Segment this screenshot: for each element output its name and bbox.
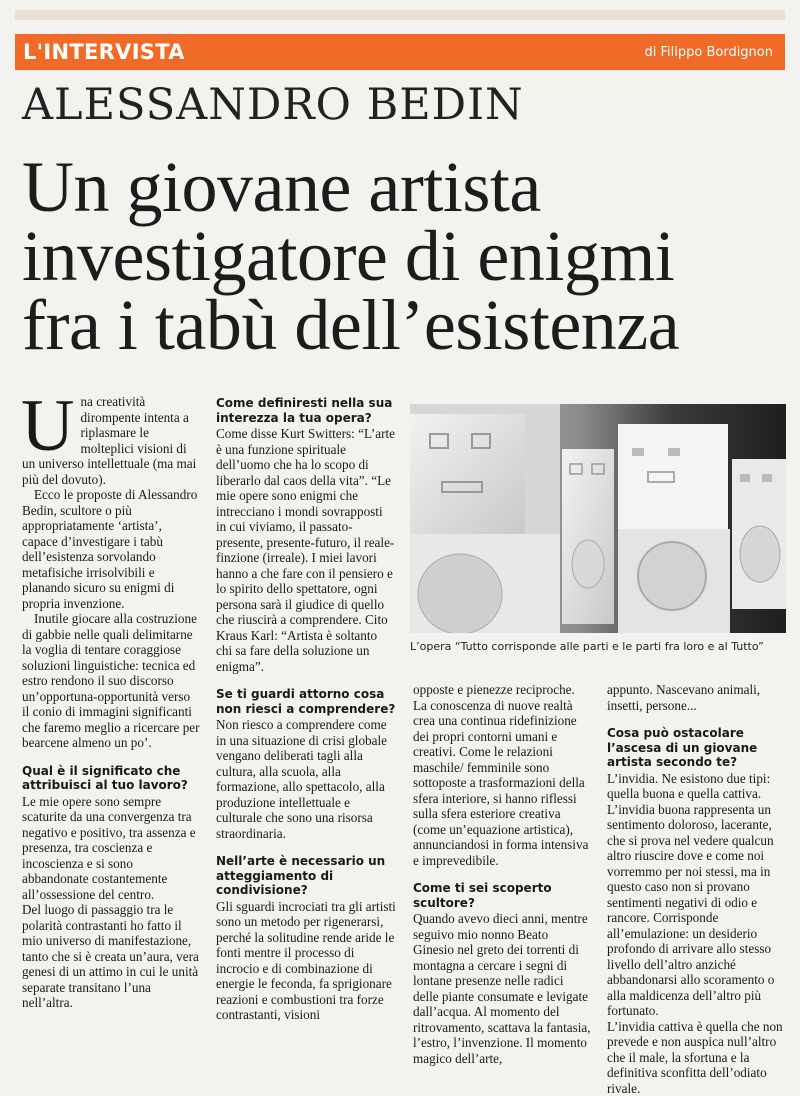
intro-paragraph: Una creatività dirompente intenta a riplasmare le molteplici visioni di un universo intellettuale (ma mai più del dovuto). xyxy=(22,394,200,487)
question-heading: Come ti sei scoperto scultore? xyxy=(413,881,591,910)
byline: di Filippo Bordignon xyxy=(645,45,774,60)
answer-paragraph: Le mie opere sono sempre scaturite da una convergenza tra negativo e positivo, tra assenza e presenza, tra coscienza e incoscienza e si sono abbandonate costantemente all’ossessione del centro. xyxy=(22,794,200,903)
question-heading: Qual è il significato che attribuisci al tuo lavoro? xyxy=(22,764,200,793)
question-heading: Nell’arte è necessario un atteggiamento di condivisione? xyxy=(216,854,396,898)
article-column-4 xyxy=(607,682,785,1096)
answer-paragraph: Quando avevo dieci anni, mentre seguivo mio nonno Beato Ginesio nel greto dei torrenti di montagna a cercare i segni di lontane presenze nelle radici delle piante consumate e levigate dall’acqua. Al momento del ritrovamento, scattava la fantasia, l’estro, l’invenzione. Il momento magico dell’arte, xyxy=(413,911,591,1066)
question-heading: Se ti guardi attorno cosa non riesci a comprendere? xyxy=(216,687,396,716)
headline-line: Un giovane artista xyxy=(22,153,792,222)
answer-paragraph: opposte e pienezze reciproche. La conoscenza di nuove realtà crea una continua ridefinizione dei propri contorni umani e creativi. Come le relazioni maschile/ femminile sono sottoposte a trasformazioni della sfera interiore, si hanno riflessi sulla sfera esteriore creativa (come un’equazione artistica), annunciandosi in forma intensiva e imprevedibile. xyxy=(413,682,591,868)
answer-paragraph: Come disse Kurt Switters: “L’arte è una funzione spirituale dell’uomo che ha lo scopo di liberarlo dal caos della vita”. “Le mie opere sono enigmi che intrecciano i mondi sovrapposti in cui viviamo, il passato-presente, presente-futuro, il reale-finzione (irreale). I miei lavori hanno a che fare con il pensiero e lo spirito dello spettatore, ogni persona sarà il giudice di quello che riuscirà a comprendere. Cito Kraus Karl: “Artista è soltanto chi sa fare della soluzione un enigma”. xyxy=(216,426,396,674)
section-banner xyxy=(15,34,785,70)
sculpture-photo xyxy=(410,404,786,633)
answer-paragraph: Del luogo di passaggio tra le polarità contrastanti ho fatto il mio universo di manifestazione, tanto che si è creata un’aura, vera genesi di un attimo in cui le unità separate transitano l’una nell’altra. xyxy=(22,902,200,1011)
question-heading: Cosa può ostacolare l’ascesa di un giovane artista secondo te? xyxy=(607,726,785,770)
headline-line: fra i tabù dell’esistenza xyxy=(22,291,792,360)
intro-paragraph: Inutile giocare alla costruzione di gabbie nelle quali delimitarne la voglia di tentare coraggiose soluzioni linguistiche: tecnica ed estro rendono il suo discorso un’opportuna-opportunità verso il conio di immagini significanti che faremo meglio a ricercare per bearcene almeno un po’. xyxy=(22,611,200,751)
answer-paragraph: L’invidia. Ne esistono due tipi: quella buona e quella cattiva. L’invidia buona rappresenta un sentimento doloroso, lacerante, che si prova nel vedere qualcun altro riuscire dove e come noi vorremmo per noi stessi, ma in questo caso non si provano sentimenti negativi di odio e rancore. Corrisponde all’emulazione: un desiderio profondo di arrivare allo stesso livello dell’altro anziché abbandonarsi allo scoramento o alla maldicenza dell’altro più fortunato. xyxy=(607,771,785,1019)
article-column-2 xyxy=(216,396,396,1023)
subject-name: ALESSANDRO BEDIN xyxy=(22,80,524,130)
intro-paragraph: Ecco le proposte di Alessandro Bedin, scultore o più appropriatamente ‘artista’, capace d’investigare i tabù dell’esistenza sorvolando metafisiche irrisolvibili e planando sicuro su enigmi di propria invenzione. xyxy=(22,487,200,611)
headline xyxy=(22,153,792,360)
question-heading: Come definiresti nella sua interezza la tua opera? xyxy=(216,396,396,425)
sculpture-illustration xyxy=(410,404,786,633)
top-strip xyxy=(15,10,785,20)
drop-cap: U xyxy=(21,396,74,456)
article-column-1 xyxy=(22,394,200,1011)
answer-paragraph: L’invidia cattiva è quella che non prevede e non auspica null’altro che il male, la sfortuna e la definitiva sconfitta dell’odiato rivale. xyxy=(607,1019,785,1096)
photo-caption: L’opera “Tutto corrisponde alle parti e le parti fra loro e al Tutto” xyxy=(410,640,786,653)
article-column-3 xyxy=(413,682,591,1066)
answer-paragraph: Non riesco a comprendere come in una situazione di crisi globale vengano deliberati tagli alla cultura, alla scuola, alla formazione, allo spettacolo, alla produzione intellettuale e culturale che sono una risorsa straordinaria. xyxy=(216,717,396,841)
section-label: L'INTERVISTA xyxy=(23,40,185,64)
answer-paragraph: appunto. Nascevano animali, insetti, persone... xyxy=(607,682,785,713)
headline-line: investigatore di enigmi xyxy=(22,222,792,291)
answer-paragraph: Gli sguardi incrociati tra gli artisti sono un metodo per rigenerarsi, perché la solitudine rende aride le fonti mentre il processo di incrocio e di combinazione di energie le feconda, fa sprigionare reazioni e combustioni tra forze contrastanti, visioni xyxy=(216,899,396,1023)
